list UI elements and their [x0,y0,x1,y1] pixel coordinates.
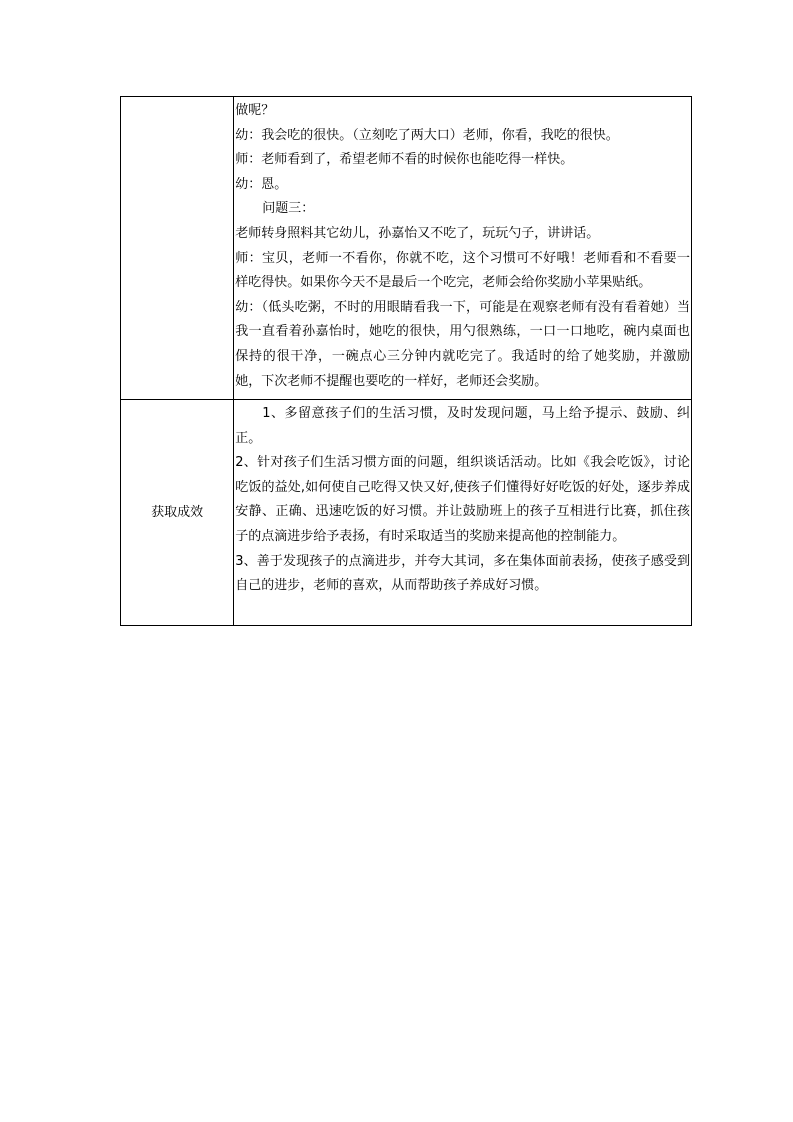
table-row [121,400,692,626]
results-text [234,400,691,599]
row-label-cell [121,97,234,400]
paragraph: 师：老师看到了，希望老师不看的时候你也能吃得一样快。 [235,152,574,168]
paragraph: 做呢？ [235,103,275,118]
paragraph: 2、针对孩子们生活习惯方面的问题，组织谈话活动。比如《我会吃饭》，讨论吃饭的益处,如何使自己吃得又快又好,使孩子们懂得好好吃饭的好处，逐步养成安静、正确、迅速吃饭的好习惯。并让鼓励班上的孩子互相进行比赛，抓住孩子的点滴进步给予表扬，有时采取适当的奖励来提高他的控制能力。 [235,455,690,544]
paragraph: 幼：（低头吃粥，不时的用眼睛看我一下，可能是在观察老师有没有看着她）当我一直看着孙嘉怡时，她吃的很快，用勺很熟练，一口一口地吃，碗内桌面也保持的很干净，一碗点心三分钟内就吃完了。我适时的给了她奖励，并激励她，下次老师不提醒也要吃的一样好，老师还会奖励。 [235,299,690,389]
paragraph: 幼：我会吃的很快。（立刻吃了两大口）老师，你看，我吃的很快。 [235,127,619,143]
paragraph: 3、善于发现孩子的点滴进步，并夸大其词，多在集体面前表扬，使孩子感受到自己的进步，老师的喜欢，从而帮助孩子养成好习惯。 [235,553,690,594]
paragraph: 1、多留意孩子们的生活习惯，及时发现问题，马上给予提示、鼓励、纠正。 [235,406,690,446]
paragraph: 师：宝贝，老师一不看你，你就不吃，这个习惯可不好哦！老师看和不看要一样吃得快。如果你今天不是最后一个吃完，老师会给你奖励小苹果贴纸。 [235,250,690,291]
dialogue-text [234,97,691,394]
paragraph: 老师转身照料其它幼儿，孙嘉怡又不吃了，玩玩勺子，讲讲话。 [235,225,600,241]
section-heading: 问题三： [262,201,315,217]
row-label: 获取成效 [151,504,204,520]
paragraph: 幼：恩。 [235,176,288,192]
table-row [121,97,692,400]
document-table [120,96,692,626]
row-label-cell [121,400,234,626]
row-content-cell [234,400,692,626]
row-content-cell [234,97,692,400]
